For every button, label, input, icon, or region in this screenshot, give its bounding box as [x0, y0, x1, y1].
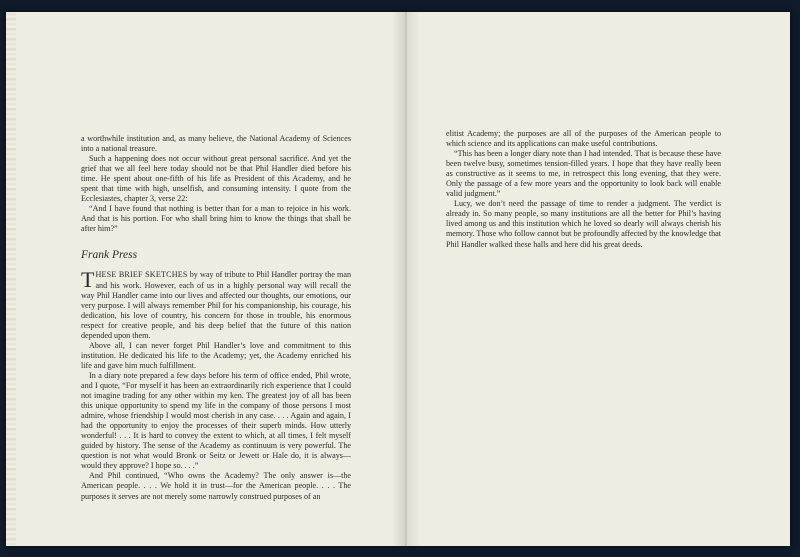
paragraph-text: by way of tribute to Phil Handler portray the man and his work. However, each of us in a highly personal way will recall the way Phil Handler came into our lives and affected our thoughts, our emotions, our very purpose. I will always remember Phil for his companionship, his courage, his dedication, his love of country, his concern for those in trouble, his enormous respect for creative people, and his deep belief that the future of this nation depended upon them. [81, 270, 351, 340]
paragraph: Such a happening does not occur without great personal sacrifice. And yet the grief that we all feel here today should not be that Phil Handler died before his time. He spent about one-fifth of his life as President of this Academy, and he spent that time with high, unselfish, and consuming intensity. I quote from the Ecclesiastes, chapter 3, verse 22: [81, 154, 351, 204]
book-spread [6, 12, 790, 546]
paragraph: a worthwhile institution and, as many believe, the National Academy of Sciences into a national treasure. [81, 134, 351, 154]
paragraph: And Phil continued, “Who owns the Academy? The only answer is—the American people. . . . We hold it in trust—for the American people. . . . The purposes it serves are not merely some narrowly construed purposes of an [81, 471, 351, 501]
paragraph: elitist Academy; the purposes are all of the purposes of the American people to which science and its applications can make useful contributions. [446, 129, 721, 149]
drop-cap: T [81, 267, 95, 293]
paragraph: In a diary note prepared a few days before his term of office ended, Phil wrote, and I quote, “For myself it has been an extraordinarily rich experience that I could not imagine trading for any other within my ken. The greatest joy of all has been this unique opportunity to spend my life in the company of those persons I most admire, whose friendship I would most cherish in any case. . . . Again and again, I had the opportunity to enjoy the processes of their superb minds. How utterly wonderful! . . . It is hard to convey the extent to which, at all times, I felt myself guided by history. The sense of the Academy as continuum is very powerful. The question is not what would Bronk or Seitz or Jewett or Hale do, it is always—would they approve? I hope so. . . .” [81, 370, 351, 471]
paragraph: “This has been a longer diary note than I had intended. That is because these have been twelve busy, sometimes tension-filled years. I hope that they have really been as constructive as it seems to me, in retrospect this long evening, that they were. Only the passage of a few more years and the opportunity to look back will enable valid judgment.” [446, 149, 721, 199]
right-page [406, 12, 790, 546]
quotation: “And I have found that nothing is better than for a man to rejoice in his work. And that is his portion. For who shall bring him to know the things that shall be after him?” [81, 204, 351, 234]
left-page [6, 12, 404, 546]
lead-in-smallcaps: HESE BRIEF SKETCHES [95, 270, 188, 280]
paragraph: Above all, I can never forget Phil Handler’s love and commitment to this institution. He dedicated his life to the Academy; yet, the Academy enriched his life and gave him much fulfillment. [81, 340, 351, 370]
right-text-column [446, 129, 721, 250]
paragraph: Lucy, we don’t need the passage of time to render a judgment. The verdict is already in. So many people, so many institutions are all the better for Phil’s having lived among us and this institution which he loved so dearly will always cherish his memory. Those who follow cannot but be profoundly affected by the knowledge that Phil Handler walked these halls and here did his great deeds. [446, 199, 721, 249]
section-heading: Frank Press [81, 249, 138, 262]
paragraph [81, 267, 351, 340]
left-text-column [81, 134, 351, 502]
